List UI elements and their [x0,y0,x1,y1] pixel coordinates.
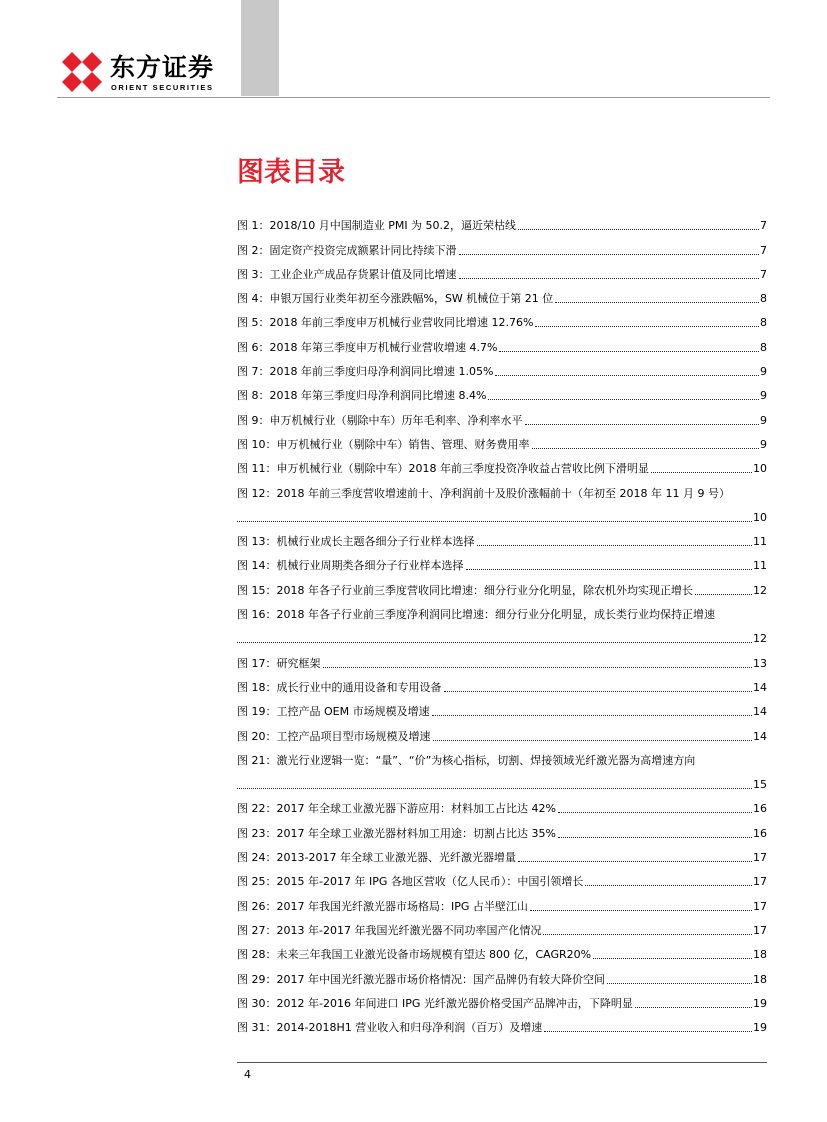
toc-page-number: 19 [753,996,767,1010]
page-title: 图表目录 [237,157,345,188]
toc-entry-title: 2017 年全球工业激光器材料加工用途：切割占比达 35% [276,826,556,840]
toc-entry-title: 2018 年前三季度申万机械行业营收同比增速 12.76% [269,316,534,330]
toc-leader-dots [532,447,760,449]
toc-leader-dots [444,690,753,692]
toc-entry-title: 申万机械行业（剔除中车）历年毛利率、净利率水平 [269,413,523,427]
figure-toc-list [237,209,767,1035]
toc-leader-dots [651,471,752,473]
toc-entry[interactable] [237,1011,767,1035]
toc-entry-title: 2017 年我国光纤激光器市场格局：IPG 占半壁江山 [276,899,528,913]
toc-entry-title: 固定资产投资完成额累计同比持续下滑 [269,243,457,257]
toc-page-number: 9 [760,437,767,451]
toc-entry[interactable] [237,744,767,768]
toc-entry[interactable] [237,233,767,257]
toc-entry-text [237,681,442,695]
toc-page-number: 17 [753,875,767,889]
toc-entry-title: 2018 年各子行业前三季度净利润同比增速：细分行业分化明显，成长类行业均保持正增速 [276,608,715,622]
toc-leader-dots [535,325,759,327]
toc-page-number: 16 [753,802,767,816]
toc-leader-dots [695,593,752,595]
toc-entry-title: 2013 年-2017 年我国光纤激光器不同功率国产化情况 [276,923,542,937]
toc-entry-label: 图 20： [237,729,277,743]
toc-leader-dots [543,933,752,935]
toc-entry-label: 图 1： [237,219,270,233]
toc-entry-title: 2013-2017 年全球工业激光器、光纤激光器增量 [276,851,516,865]
toc-leader-dots [607,982,752,984]
toc-entry-label: 图 16： [237,608,277,622]
toc-page-number: 18 [753,948,767,962]
toc-page-number: 7 [760,219,767,233]
toc-entry-label: 图 23： [237,826,277,840]
toc-entry-label: 图 9： [237,413,270,427]
toc-entry-label: 图 14： [237,559,277,573]
toc-entry[interactable] [237,379,767,403]
toc-entry-text [237,802,556,816]
toc-entry-label: 图 24： [237,851,277,865]
toc-entry-label: 图 12： [237,486,277,500]
toc-page-number: 9 [760,413,767,427]
toc-leader-dots [323,666,753,668]
toc-entry-label: 图 31： [237,1021,277,1035]
logo-english-name: ORIENT SECURITIES [111,83,214,92]
toc-leader-dots [237,787,752,789]
toc-entry[interactable] [237,914,767,938]
toc-entry-label: 图 26： [237,899,277,913]
toc-page-number: 14 [753,705,767,719]
header-divider [57,97,770,98]
toc-entry[interactable] [237,671,767,695]
toc-leader-dots [466,568,753,570]
toc-entry-label: 图 28： [237,948,277,962]
toc-page-number: 8 [760,340,767,354]
toc-page-number: 7 [760,267,767,281]
toc-entry[interactable] [237,889,767,913]
toc-page-number: 17 [753,899,767,913]
toc-entry-label: 图 30： [237,996,277,1010]
toc-entry[interactable] [237,549,767,573]
toc-entry[interactable] [237,646,767,670]
header-gray-tab [241,0,279,96]
toc-entry-text [237,341,497,355]
toc-entry[interactable] [237,282,767,306]
toc-entry-text [237,875,583,889]
toc-entry-text [237,414,523,428]
toc-entry-continuation[interactable] [237,768,767,792]
toc-page-number: 9 [760,389,767,403]
toc-leader-dots [525,423,760,425]
toc-page-number: 17 [753,851,767,865]
toc-page-number: 11 [753,535,767,549]
toc-entry-text [237,584,693,598]
toc-entry-label: 图 7： [237,365,270,379]
toc-leader-dots [433,739,753,741]
toc-entry-text [237,462,649,476]
toc-entry-text [237,316,533,330]
toc-entry-label: 图 15： [237,583,277,597]
toc-entry[interactable] [237,695,767,719]
toc-entry-label: 图 2： [237,243,270,257]
toc-page-number: 10 [753,510,767,524]
toc-entry-continuation[interactable] [237,622,767,646]
toc-entry[interactable] [237,841,767,865]
toc-leader-dots [518,228,759,230]
toc-page-number: 15 [753,778,767,792]
page-number: 4 [244,1068,251,1081]
toc-entry-text [237,973,605,987]
toc-entry[interactable] [237,987,767,1011]
toc-leader-dots [558,811,752,813]
toc-page-number: 18 [753,972,767,986]
toc-entry-title: 2017 年全球工业激光器下游应用：材料加工占比达 42% [276,802,556,816]
toc-leader-dots [585,884,752,886]
toc-leader-dots [518,860,752,862]
toc-page-number: 7 [760,243,767,257]
toc-entry-title: 2018 年第三季度申万机械行业营收增速 4.7% [269,340,498,354]
toc-entry-title: 未来三年我国工业激光设备市场规模有望达 800 亿，CAGR20% [276,948,592,962]
toc-leader-dots [477,544,753,546]
toc-leader-dots [635,1006,752,1008]
toc-entry-label: 图 25： [237,875,277,889]
toc-page-number: 14 [753,680,767,694]
toc-entry-title: 激光行业逻辑一览：“量”、“价”为核心指标，切割、焊接领域光纤激光器为高增速方向 [276,753,696,767]
toc-entry-label: 图 5： [237,316,270,330]
toc-leader-dots [432,714,752,716]
toc-entry-title: 2018 年前三季度营收增速前十、净利润前十及股价涨幅前十（年初至 2018 年 11 月 9 号） [276,486,730,500]
toc-entry-label: 图 27： [237,923,277,937]
toc-entry-text [237,535,475,549]
toc-entry-title: 2014-2018H1 营业收入和归母净利润（百万）及增速 [276,1021,543,1035]
toc-entry-text [237,608,715,622]
toc-leader-dots [558,836,752,838]
footer-divider [237,1062,767,1063]
toc-entry[interactable] [237,306,767,330]
toc-entry-title: 2018 年各子行业前三季度营收同比增速：细分行业分化明显，除农机外均实现正增长 [276,583,693,597]
company-logo [58,50,228,95]
toc-entry[interactable] [237,209,767,233]
toc-entry[interactable] [237,258,767,282]
toc-leader-dots [459,253,760,255]
toc-entry-label: 图 3： [237,267,270,281]
toc-page-number: 13 [753,656,767,670]
toc-entry-text [237,1021,542,1035]
toc-entry-continuation[interactable] [237,501,767,525]
toc-leader-dots [488,398,759,400]
toc-entry-text [237,559,464,573]
toc-entry-text [237,997,633,1011]
toc-entry-label: 图 21： [237,753,277,767]
toc-page-number: 8 [760,292,767,306]
toc-entry[interactable] [237,598,767,622]
toc-entry-title: 申银万国行业类年初至今涨跌幅%，SW 机械位于第 21 位 [269,292,554,306]
toc-entry-title: 成长行业中的通用设备和专用设备 [276,680,442,694]
toc-entry-text [237,730,431,744]
toc-entry-label: 图 22： [237,802,277,816]
toc-entry-label: 图 19： [237,705,277,719]
toc-page-number: 12 [753,583,767,597]
toc-entry-title: 2018 年第三季度归母净利润同比增速 8.4% [269,389,487,403]
toc-entry-text [237,438,530,452]
toc-entry[interactable] [237,865,767,889]
toc-leader-dots [495,374,759,376]
toc-entry-title: 2012 年-2016 年间进口 IPG 光纤激光器价格受国产品牌冲击，下降明显 [276,996,633,1010]
toc-leader-dots [237,641,752,643]
toc-entry-title: 申万机械行业（剔除中车）销售、管理、财务费用率 [276,437,530,451]
toc-entry[interactable] [237,452,767,476]
toc-entry[interactable] [237,330,767,354]
toc-entry[interactable] [237,476,767,500]
toc-page-number: 9 [760,365,767,379]
toc-entry-label: 图 10： [237,437,277,451]
toc-entry[interactable] [237,719,767,743]
toc-entry-text [237,924,541,938]
toc-leader-dots [237,520,752,522]
toc-page-number: 12 [753,632,767,646]
toc-entry-title: 研究框架 [276,656,321,670]
toc-entry[interactable] [237,428,767,452]
toc-entry-title: 2018 年前三季度归母净利润同比增速 1.05% [269,365,494,379]
toc-entry-label: 图 8： [237,389,270,403]
toc-entry-text [237,292,553,306]
toc-entry-text [237,219,516,233]
toc-entry-text [237,268,457,282]
toc-entry-title: 机械行业周期类各细分子行业样本选择 [276,559,464,573]
toc-leader-dots [530,909,752,911]
toc-entry-text [237,900,528,914]
toc-entry-title: 机械行业成长主题各细分子行业样本选择 [276,535,475,549]
toc-entry-text [237,948,591,962]
toc-entry[interactable] [237,938,767,962]
toc-entry-text [237,705,430,719]
toc-entry-text [237,657,321,671]
toc-entry-label: 图 6： [237,340,270,354]
logo-chinese-name: 东方证券 [110,53,215,82]
toc-entry-title: 2017 年中国光纤激光器市场价格情况：国产品牌仍有较大降价空间 [276,972,605,986]
toc-entry-text [237,244,457,258]
toc-entry[interactable] [237,816,767,840]
toc-entry[interactable] [237,573,767,597]
orient-logo-icon [58,50,106,94]
toc-leader-dots [499,350,759,352]
toc-entry[interactable] [237,962,767,986]
toc-entry-label: 图 4： [237,292,270,306]
toc-leader-dots [544,1030,752,1032]
toc-page-number: 19 [753,1021,767,1035]
toc-entry-title: 工业企业产成品存货累计值及同比增速 [269,267,457,281]
toc-entry[interactable] [237,403,767,427]
toc-page-number: 8 [760,316,767,330]
toc-leader-dots [555,301,759,303]
toc-entry-text [237,487,730,501]
toc-entry-label: 图 11： [237,462,277,476]
toc-page-number: 14 [753,729,767,743]
toc-entry-title: 2018/10 月中国制造业 PMI 为 50.2，逼近荣枯线 [269,219,517,233]
toc-page-number: 11 [753,559,767,573]
toc-leader-dots [459,277,760,279]
toc-entry-title: 工控产品 OEM 市场规模及增速 [276,705,430,719]
toc-page-number: 17 [753,923,767,937]
toc-entry-text [237,365,493,379]
toc-entry-label: 图 13： [237,535,277,549]
toc-page-number: 10 [753,462,767,476]
toc-leader-dots [593,957,752,959]
toc-entry-text [237,389,486,403]
toc-entry-label: 图 17： [237,656,277,670]
toc-entry-text [237,754,695,768]
toc-entry[interactable] [237,355,767,379]
toc-entry-title: 工控产品项目型市场规模及增速 [276,729,431,743]
toc-entry-label: 图 18： [237,680,277,694]
toc-entry-title: 申万机械行业（剔除中车）2018 年前三季度投资净收益占营收比例下滑明显 [276,462,649,476]
toc-entry-label: 图 29： [237,972,277,986]
toc-entry[interactable] [237,525,767,549]
toc-page-number: 16 [753,826,767,840]
toc-entry-text [237,827,556,841]
toc-entry-text [237,851,516,865]
toc-entry[interactable] [237,792,767,816]
toc-entry-title: 2015 年-2017 年 IPG 各地区营收（亿人民币）：中国引领增长 [276,875,584,889]
